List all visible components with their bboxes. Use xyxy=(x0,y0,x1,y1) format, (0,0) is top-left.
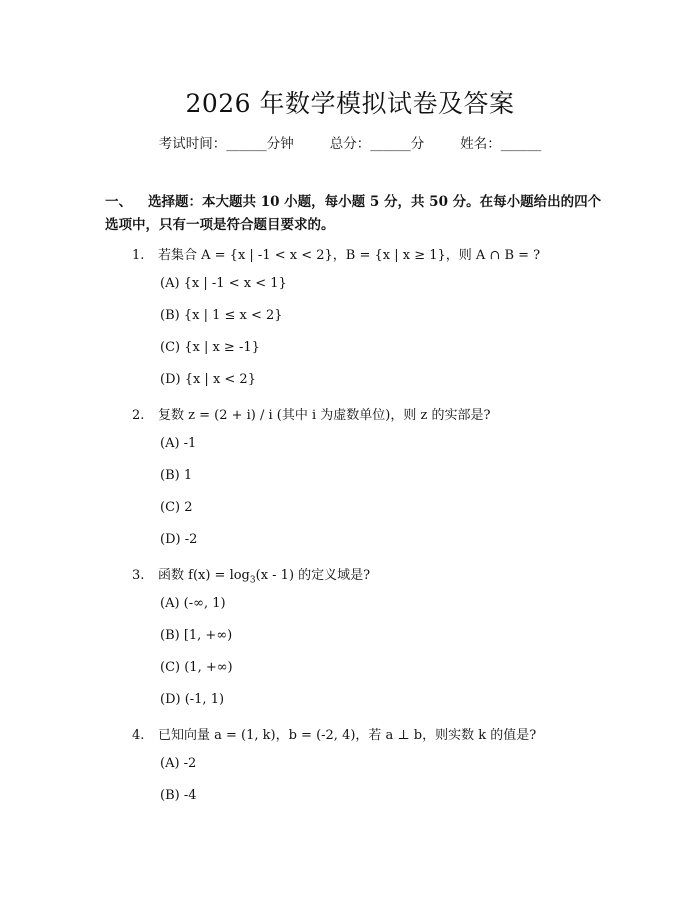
question-3-stem xyxy=(132,564,370,586)
question-number: 3. xyxy=(132,568,145,583)
question-number: 2. xyxy=(132,408,145,423)
question-1-option-b: (B) {x | 1 ≤ x < 2} xyxy=(160,308,283,323)
question-1-stem xyxy=(132,244,540,263)
question-2-stem xyxy=(132,404,490,423)
section-heading xyxy=(105,191,605,237)
question-3-option-a: (A) (-∞, 1) xyxy=(160,596,226,611)
question-2-option-d: (D) -2 xyxy=(160,532,198,547)
question-1-option-a: (A) {x | -1 < x < 1} xyxy=(160,276,287,291)
question-number: 1. xyxy=(132,248,145,263)
question-text-after: (x - 1) 的定义域是? xyxy=(255,568,371,583)
section-instructions: 选择题：本大题共 10 小题，每小题 5 分，共 50 分。在每小题给出的四个选项中，只有一项是符合题目要求的。 xyxy=(105,194,602,233)
question-4-option-a: (A) -2 xyxy=(160,756,197,771)
question-text-before: 函数 f(x) = log xyxy=(158,568,250,583)
section-number: 一、 xyxy=(105,194,132,210)
question-4-option-b: (B) -4 xyxy=(160,788,197,803)
question-text: 若集合 A = {x | -1 < x < 2}，B = {x | x ≥ 1}，则 A ∩ B = ? xyxy=(158,248,541,263)
question-2-option-a: (A) -1 xyxy=(160,436,197,451)
question-3-option-b: (B) [1, +∞) xyxy=(160,628,233,643)
question-2-option-b: (B) 1 xyxy=(160,468,193,483)
question-2-option-c: (C) 2 xyxy=(160,500,193,515)
question-1-option-d: (D) {x | x < 2} xyxy=(160,372,256,387)
total-score-field: 总分：______分 xyxy=(329,136,425,152)
question-1-option-c: (C) {x | x ≥ -1} xyxy=(160,340,260,355)
question-4-stem xyxy=(132,724,536,743)
question-text: 已知向量 a = (1, k)，b = (-2, 4)，若 a ⊥ b，则实数 k 的值是? xyxy=(158,728,537,743)
question-3-option-d: (D) (-1, 1) xyxy=(160,692,225,707)
question-3-option-c: (C) (1, +∞) xyxy=(160,660,233,675)
exam-time-field: 考试时间：______分钟 xyxy=(158,136,294,152)
question-text: 复数 z = (2 + i) / i (其中 i 为虚数单位)，则 z 的实部是? xyxy=(158,408,491,423)
exam-title: 2026 年数学模拟试卷及答案 xyxy=(185,89,515,118)
student-name-field: 姓名：______ xyxy=(460,136,542,152)
exam-meta-line xyxy=(0,132,700,152)
question-number: 4. xyxy=(132,728,145,743)
log-base: 3 xyxy=(249,575,256,586)
